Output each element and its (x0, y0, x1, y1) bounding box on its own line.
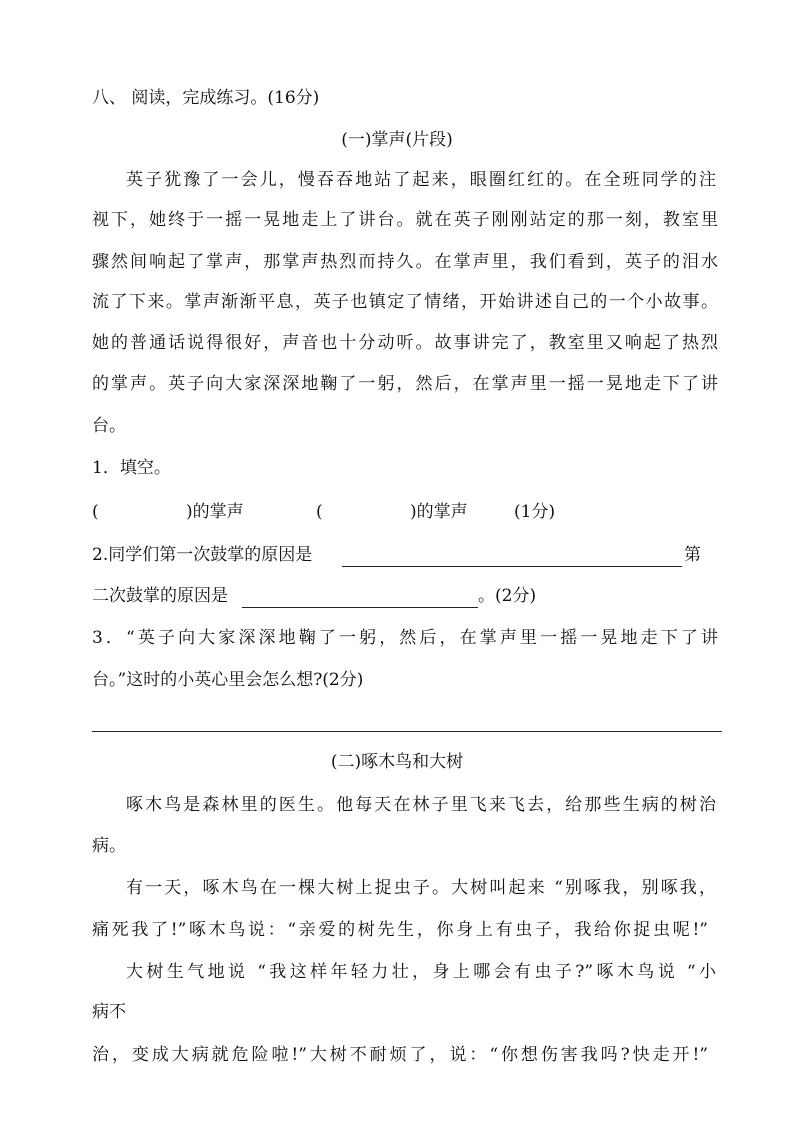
part2-line: 病。 (92, 836, 126, 856)
question-2-line1-prefix: 2.同学们第一次鼓掌的原因是 (92, 545, 313, 565)
question-3-line1: 3．“英子向大家深深地鞠了一躬，然后，在掌声里一摇一晃地走下了讲 (92, 628, 718, 648)
part1-paragraph-line: 英子犹豫了一会儿，慢吞吞地站了起来，眼圈红红的。在全班同学的注 (126, 170, 716, 190)
part2-line: 有一天，啄木鸟在一棵大树上捉虫子。大树叫起来 “别啄我，别啄我， (126, 878, 716, 898)
q1-blank1-close: )的掌声 (186, 502, 244, 522)
question-2-line2-prefix: 二次鼓掌的原因是 (92, 586, 228, 606)
part2-line: 病不 (92, 1002, 126, 1022)
part1-paragraph-line: 骤然间响起了掌声，那掌声热烈而持久。在掌声里，我们看到，英子的泪水 (92, 252, 718, 272)
question-2-line1-suffix: 第 (684, 545, 701, 565)
question-3-line2: 台。”这时的小英心里会怎么想?(2分) (92, 670, 364, 690)
part2-line: 治，变成大病就危险啦!”大树不耐烦了，说：“你想伤害我吗?快走开!” (92, 1045, 708, 1065)
question-2-answer-line-1[interactable] (342, 543, 682, 567)
part1-paragraph-line: 她的普通话说得很好，声音也十分动听。故事讲完了，教室里又响起了热烈 (92, 333, 718, 353)
part2-line: 大树生气地说 “我这样年轻力壮，身上哪会有虫子?”啄木鸟说 “小 (126, 962, 716, 982)
q1-blank1-open: ( (92, 502, 99, 522)
part1-paragraph-line: 台。 (92, 416, 126, 436)
question-1-label: 1．填空。 (92, 458, 171, 478)
question-2-answer-line-2[interactable] (242, 584, 478, 608)
part1-paragraph-line: 流了下来。掌声渐渐平息，英子也镇定了情绪，开始讲述自己的一个小故事。 (92, 292, 718, 312)
section-heading: 八、 阅读，完成练习。(16分) (92, 88, 320, 108)
part2-line: 啄木鸟是森林里的医生。他每天在林子里飞来飞去，给那些生病的树治 (126, 795, 716, 815)
part2-title: (二)啄木鸟和大树 (330, 752, 464, 772)
q1-blank2-open: ( (316, 502, 323, 522)
q1-blank2-close: )的掌声 (410, 502, 468, 522)
q1-score: (1分) (514, 502, 556, 522)
part2-line: 痛死我了!”啄木鸟说：“亲爱的树先生，你身上有虫子，我给你捉虫呢!” (92, 920, 708, 940)
part1-title: (一)掌声(片段) (341, 130, 453, 150)
question-2-line2-suffix: 。(2分) (478, 586, 537, 606)
question-3-answer-line[interactable] (92, 731, 722, 732)
part1-paragraph-line: 的掌声。英子向大家深深地鞠了一躬，然后，在掌声里一摇一晃地走下了讲 (92, 374, 718, 394)
part1-paragraph-line: 视下，她终于一摇一晃地走上了讲台。就在英子刚刚站定的那一刻，教室里 (92, 210, 718, 230)
